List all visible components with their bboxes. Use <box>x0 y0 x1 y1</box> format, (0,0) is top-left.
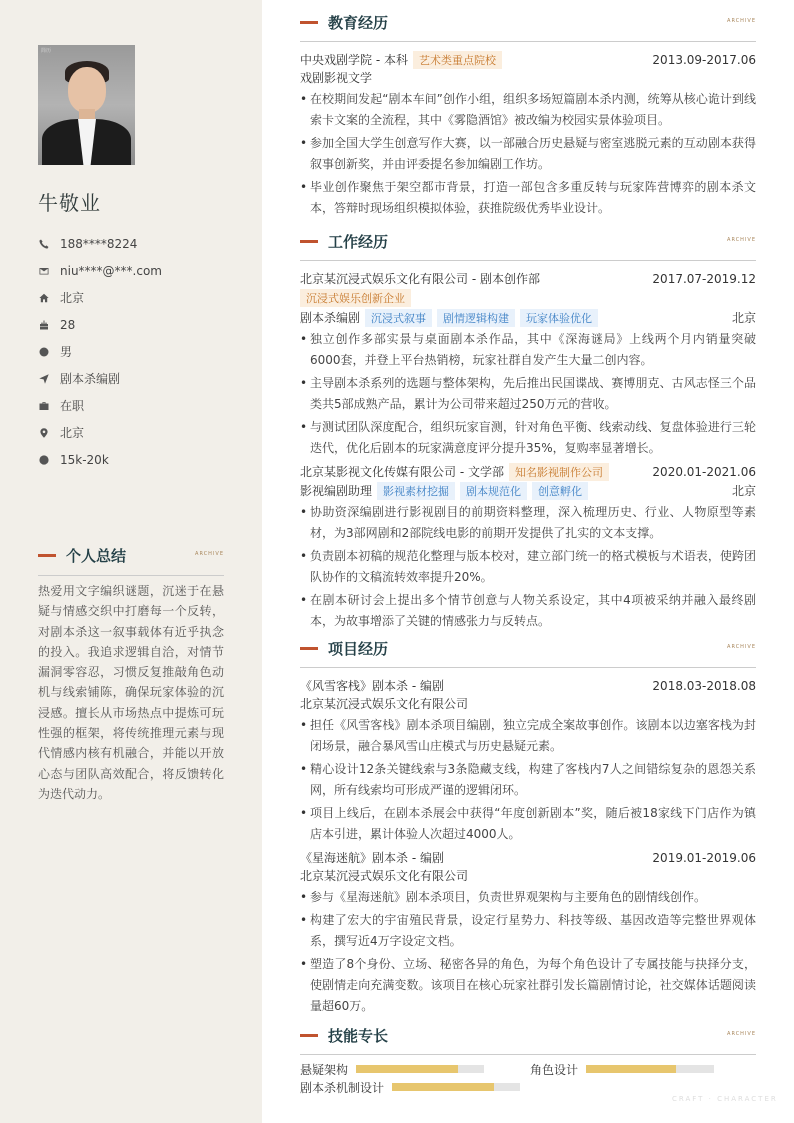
skill-tag: 剧情逻辑构建 <box>437 309 515 327</box>
job-city: 北京 <box>731 484 756 498</box>
bullet-text: 在剧本研讨会上提出多个情节创意与人物关系设定，其中4项被采纳并融入最终剧本，为故事增添了关键的情感张力与反转点。 <box>310 593 756 628</box>
job-city: 北京 <box>731 311 756 325</box>
bullet-text: 协助资深编剧进行影视剧目的前期资料整理，深入梳理历史、行业、人物原型等素材，为3部网剧和2部院线电影的前期开发提供了扎实的文本支撑。 <box>310 505 756 540</box>
bullet-item <box>300 715 756 757</box>
skill-item <box>530 1060 714 1078</box>
skill-level-bar <box>586 1065 714 1073</box>
bullet-item <box>300 373 756 415</box>
info-row <box>38 365 162 392</box>
major: 戏剧影视文学 <box>300 71 373 85</box>
mail-icon <box>38 265 50 277</box>
watermark: CRAFT · CHARACTER <box>672 1095 778 1103</box>
info-row <box>38 338 162 365</box>
bullet-item <box>300 590 756 632</box>
send-icon <box>38 373 50 385</box>
project-company: 北京某沉浸式娱乐文化有限公司 <box>300 697 469 711</box>
bullet-dot: • <box>300 718 308 732</box>
info-row <box>38 230 162 257</box>
info-row <box>38 392 162 419</box>
job-company: 北京某沉浸式娱乐文化有限公司 - 剧本创作部 <box>300 272 540 286</box>
job-company: 北京某影视文化传媒有限公司 - 文学部 <box>300 465 504 479</box>
bullet-item <box>300 133 756 175</box>
school-name: 中央戏剧学院 - 本科 <box>300 53 408 67</box>
archive-label: ARCHIVE <box>727 1031 756 1037</box>
work-section <box>300 231 756 632</box>
info-text: 北京 <box>60 291 85 305</box>
bullet-dot: • <box>300 136 308 150</box>
skill-name: 剧本杀机制设计 <box>300 1080 385 1095</box>
info-text: 28 <box>60 317 76 332</box>
bullet-item <box>300 759 756 801</box>
skill-level-bar <box>356 1065 484 1073</box>
info-text: 北京 <box>60 426 85 440</box>
bullet-text: 项目上线后，在剧本杀展会中获得“年度创新剧本”奖，随后被18家线下门店作为镇店本引进，累计体验人次超过4000人。 <box>310 806 756 841</box>
skill-tag: 剧本规范化 <box>460 482 527 500</box>
home-icon <box>38 292 50 304</box>
bullet-text: 构建了宏大的宇宙殖民背景，设定行星势力、科技等级、基因改造等完整世界观体系，撰写近4万字设定文档。 <box>310 913 756 948</box>
salary-icon <box>38 454 50 466</box>
briefcase-icon <box>38 400 50 412</box>
bullet-dot: • <box>300 180 308 194</box>
bullet-text: 在校期间发起“剧本车间”创作小组，组织多场短篇剧本杀内测，统筹从核心诡计到线索卡文案的全流程，其中《雾隐酒馆》被改编为校园实景体验项目。 <box>310 92 756 127</box>
sidebar <box>0 0 262 1123</box>
bullet-text: 担任《风雪客栈》剧本杀项目编剧，独立完成全案故事创作。该剧本以边塞客栈为封闭场景，融合暴风雪山庄模式与历史悬疑元素。 <box>310 718 756 753</box>
bullet-dot: • <box>300 549 308 563</box>
skills-title: 技能专长 <box>328 1027 389 1045</box>
skill-item <box>300 1060 484 1078</box>
bullet-dot: • <box>300 890 308 904</box>
cake-icon <box>38 319 50 331</box>
gender-icon <box>38 346 50 358</box>
bullet-item <box>300 803 756 845</box>
skill-level-fill <box>392 1083 494 1091</box>
skill-level-fill <box>586 1065 676 1073</box>
info-text: 15k-20k <box>60 452 109 467</box>
projects-title: 项目经历 <box>328 640 389 658</box>
education-date: 2013.09-2017.06 <box>652 52 756 67</box>
bullet-dot: • <box>300 913 308 927</box>
skill-tag: 玩家体验优化 <box>520 309 598 327</box>
archive-label: ARCHIVE <box>727 644 756 650</box>
info-row <box>38 446 162 473</box>
bullet-text: 独立创作多部实景与桌面剧本杀作品，其中《深海谜局》上线两个月内销量突破6000套，并登上平台热销榜，玩家社群自发产生大量二创内容。 <box>310 332 756 367</box>
bullet-item <box>300 417 756 459</box>
info-text: 在职 <box>60 399 85 413</box>
skill-item <box>300 1078 520 1096</box>
location-pin-icon <box>38 427 50 439</box>
info-row <box>38 419 162 446</box>
education-section <box>300 12 756 219</box>
info-row <box>38 257 162 284</box>
skill-name: 角色设计 <box>530 1062 579 1077</box>
bullet-text: 负责剧本初稿的规范化整理与版本校对，建立部门统一的格式模板与术语表，使跨团队协作的文稿流转效率提升20%。 <box>310 549 756 584</box>
info-text: 男 <box>60 345 73 359</box>
bullet-dot: • <box>300 376 308 390</box>
skill-level-fill <box>356 1065 458 1073</box>
bullet-dot: • <box>300 420 308 434</box>
photo-mark: 简历 <box>41 48 52 54</box>
bullet-dot: • <box>300 957 308 971</box>
info-text: 188****8224 <box>60 236 138 251</box>
bullet-text: 毕业创作聚焦于架空都市背景，打造一部包含多重反转与玩家阵营博弈的剧本杀文本，答辩时现场组织模拟体验，获推院级优秀毕业设计。 <box>310 180 756 215</box>
info-text: niu****@***.com <box>60 263 162 278</box>
candidate-name: 牛敬业 <box>38 191 101 215</box>
bullet-dot: • <box>300 593 308 607</box>
education-title: 教育经历 <box>328 14 389 32</box>
bullet-item <box>300 502 756 544</box>
summary-title: 个人总结 <box>66 547 127 565</box>
job-date: 2020.01-2021.06 <box>652 464 756 479</box>
project-name: 《风雪客栈》剧本杀 - 编剧 <box>300 679 444 693</box>
bullet-text: 主导剧本杀系列的选题与整体架构，先后推出民国谍战、赛博朋克、古风志怪三个品类共5部成熟产品，累计为公司带来超过250万元的营收。 <box>310 376 756 411</box>
bullet-dot: • <box>300 505 308 519</box>
bullet-dot: • <box>300 92 308 106</box>
bullet-text: 精心设计12条关键线索与3条隐藏支线，构建了客栈内7人之间错综复杂的恩怨关系网，所有线索均可形成严谨的逻辑闭环。 <box>310 762 756 797</box>
bullet-text: 与测试团队深度配合，组织玩家盲测，针对角色平衡、线索动线、复盘体验进行三轮迭代，优化后剧本的玩家满意度评分提升35%，复购率显著增长。 <box>310 420 756 455</box>
bullet-dot: • <box>300 332 308 346</box>
job-role: 影视编剧助理 <box>300 484 373 498</box>
project-date: 2018.03-2018.08 <box>652 678 756 693</box>
bullet-item <box>300 329 756 371</box>
skill-tag: 影视素材挖掘 <box>377 482 455 500</box>
bullet-dot: • <box>300 762 308 776</box>
projects-section <box>300 638 756 1017</box>
bullet-text: 参与《星海迷航》剧本杀项目，负责世界观架构与主要角色的剧情线创作。 <box>310 890 707 904</box>
summary-text: 热爱用文字编织谜题，沉迷于在悬疑与情感交织中打磨每一个反转，对剧本杀这一叙事载体有近乎执念的投入。我追求逻辑自洽，对情节漏洞零容忍，习惯反复推敲角色动机与线索铺陈，确保玩家体验的沉浸感。擅长从市场热点中提炼可玩性强的框架，将传统推理元素与现代情感内核有机融合，并能以开放心态与团队高效配合，将反馈转化为迭代动力。 <box>38 584 224 801</box>
info-row <box>38 284 162 311</box>
skill-tag: 沉浸式叙事 <box>365 309 432 327</box>
bullet-item <box>300 177 756 219</box>
phone-icon <box>38 238 50 250</box>
info-row <box>38 311 162 338</box>
company-tag: 沉浸式娱乐创新企业 <box>300 289 411 307</box>
bullet-text: 塑造了8个身份、立场、秘密各异的角色，为每个角色设计了专属技能与抉择分支，使剧情走向充满变数。该项目在核心玩家社群引发长篇剧情讨论，社交媒体话题阅读量超60万。 <box>310 957 756 1013</box>
bullet-item <box>300 954 756 1017</box>
job-role: 剧本杀编剧 <box>300 311 361 325</box>
skills-section <box>300 1025 756 1055</box>
archive-label: ARCHIVE <box>727 237 756 243</box>
summary-section-header <box>38 545 224 576</box>
archive-label: ARCHIVE <box>727 18 756 24</box>
project-date: 2019.01-2019.06 <box>652 850 756 865</box>
bullet-item <box>300 910 756 952</box>
bullet-text: 参加全国大学生创意写作大赛，以一部融合历史悬疑与密室逃脱元素的互动剧本获得叙事创新奖，并由评委提名参加编剧工作坊。 <box>310 136 756 171</box>
project-company: 北京某沉浸式娱乐文化有限公司 <box>300 869 469 883</box>
project-name: 《星海迷航》剧本杀 - 编剧 <box>300 851 444 865</box>
archive-label: ARCHIVE <box>195 551 224 557</box>
info-text: 剧本杀编剧 <box>60 372 121 386</box>
skill-name: 悬疑架构 <box>300 1062 349 1077</box>
contact-info <box>38 230 162 473</box>
skill-tag: 创意孵化 <box>532 482 588 500</box>
bullet-item <box>300 887 756 908</box>
job-date: 2017.07-2019.12 <box>652 271 756 286</box>
bullet-item <box>300 89 756 131</box>
avatar <box>38 45 135 165</box>
work-title: 工作经历 <box>328 233 389 251</box>
school-tag: 艺术类重点院校 <box>413 51 502 69</box>
bullet-dot: • <box>300 806 308 820</box>
skill-level-bar <box>392 1083 520 1091</box>
company-tag: 知名影视制作公司 <box>509 463 609 481</box>
bullet-item <box>300 546 756 588</box>
